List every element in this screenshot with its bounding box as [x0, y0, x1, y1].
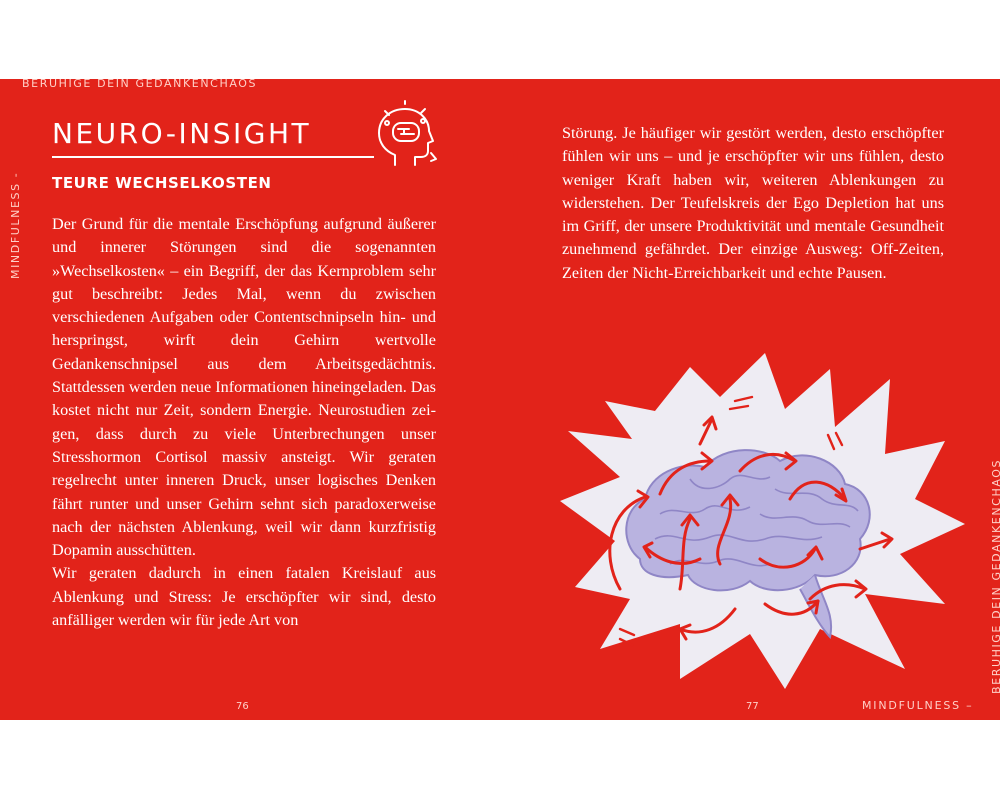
right-body-text: [562, 122, 944, 285]
running-head: BERUHIGE DEIN GEDANKENCHAOS: [22, 77, 258, 90]
paragraph: Störung. Je häufiger wir gestört werden, desto erschöpfter fühlen wir uns – und je erschöpfter wir uns fühlen, desto weniger Kraft haben wir, weiteren Ablenkungen zu widerstehen. Der Teufelskreis der Ego Depletion hat uns im Griff, der unsere Produktivität und mentale Gesundheit zunehmend gefährdet. Der einzige Ausweg: Off-Zeiten, Zeiten der Nicht-Erreichbarkeit und echte Pausen.: [562, 124, 944, 282]
page-number-left: 76: [236, 701, 249, 712]
side-label-right: BERUHIGE DEIN GEDANKENCHAOS: [990, 458, 1003, 694]
subtitle: TEURE WECHSELKOSTEN: [52, 174, 272, 192]
title-rule: [52, 156, 374, 158]
book-spread: [0, 77, 1003, 720]
left-body-text: [52, 213, 436, 632]
footer-label: MINDFULNESS –: [862, 699, 974, 712]
page-number-right: 77: [746, 701, 759, 712]
paragraph: Der Grund für die mentale Erschöpfung aufgrund äußerer und innerer Störungen sind die sogenannten »Wechselkosten« – ein Begriff, der das Kernproblem sehr gut beschreibt: Jedes Mal, wenn du zwischen verschiedenen Aufgaben oder Contentschnipseln hin- und herspringst, wirft dein Gehirn wertvolle Gedankenschnipsel aus dem Arbeitsgedächtnis. Stattdessen werden neue Informationen hineingeladen. Das kostet nicht nur Zeit, sondern Energie. Neurostudien zeigen, dass durch zu viele Unterbrechungen unser Stresshormon Cortisol massiv ansteigt. Wir geraten regelrecht unter inneren Druck, unser logisches Denken fährt runter und unser Gehirn sehnt sich paradoxerweise nach der nächsten Ablenkung, weil wir dann kurzfristig Dopamin ausschütten.: [52, 215, 436, 560]
side-label-left: MINDFULNESS -: [9, 171, 22, 279]
section-title: NEURO-INSIGHT: [52, 117, 312, 150]
head-with-brain-icon: [373, 101, 439, 173]
paragraph: Wir geraten dadurch in einen fatalen Kreislauf aus Ablenkung und Stress: Je erschöpfter wir sind, desto anfälliger werden wir für jede Art von: [52, 564, 436, 630]
brain-illustration: [560, 349, 970, 694]
